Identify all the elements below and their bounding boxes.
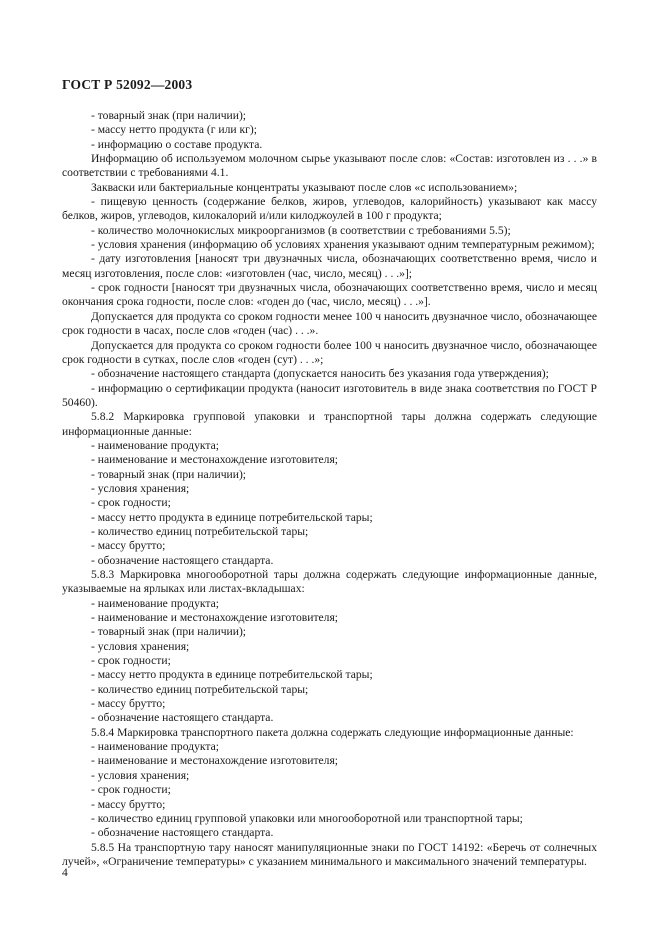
list-item: - массу брутто; — [91, 697, 166, 711]
document-body — [62, 109, 597, 869]
paragraph: - срок годности [наносят три двузначных числа, обозначающих соответственно время, число и месяц окончания срока годности, после слов: «годен до (час, число, месяц) . . .»]. — [62, 281, 597, 309]
list-item: - количество единиц групповой упаковки или многооборотной или транспортной тары; — [91, 811, 523, 825]
list-item: - наименование продукта; — [91, 596, 219, 610]
list-item: - обозначение настоящего стандарта. — [91, 826, 274, 840]
paragraph: - информацию о сертификации продукта (наносит изготовитель в виде знака соответствия по ГОСТ Р 50460). — [62, 381, 597, 409]
list-item: - условия хранения; — [91, 768, 190, 782]
section-5-8-4: 5.8.4 Маркировка транспортного пакета должна содержать следующие информационные данные: — [91, 725, 574, 739]
list-item: - условия хранения; — [91, 639, 190, 653]
list-item: - наименование и местонахождение изготовителя; — [91, 453, 339, 467]
section-5-8-5: 5.8.5 На транспортную тару наносят манипуляционные знаки по ГОСТ 14192: «Беречь от солнечных лучей», «Ограничение температуры» с указанием минимального и максимального значений температуры. — [62, 840, 597, 868]
paragraph: - массу нетто продукта (г или кг); — [91, 123, 257, 137]
list-item: - товарный знак (при наличии); — [91, 467, 247, 481]
list-item: - массу нетто продукта в единице потребительской тары; — [91, 510, 373, 524]
list-item: - срок годности; — [91, 654, 171, 668]
list-item: - условия хранения; — [91, 481, 190, 495]
list-item: - наименование и местонахождение изготовителя; — [91, 754, 339, 768]
list-item: - количество единиц потребительской тары; — [91, 524, 309, 538]
list-item: - товарный знак (при наличии); — [91, 625, 247, 639]
paragraph: - количество молочнокислых микроорганизмов (в соответствии с требованиями 5.5); — [91, 223, 511, 237]
list-item: - обозначение настоящего стандарта. — [91, 553, 274, 567]
section-5-8-2: 5.8.2 Маркировка групповой упаковки и транспортной тары должна содержать следующие информационные данные: — [62, 410, 597, 438]
paragraph: - дату изготовления [наносят три двузначных числа, обозначающих соответственно время, число и месяц изготовления, после слов: «изготовлен (час, число, месяц) . . .»]; — [62, 252, 597, 280]
paragraph: - информацию о составе продукта. — [91, 137, 263, 151]
paragraph: - обозначение настоящего стандарта (допускается наносить без указания года утверждения); — [91, 367, 549, 381]
paragraph: Закваски или бактериальные концентраты указывают после слов «с использованием»; — [91, 180, 518, 194]
list-item: - массу брутто; — [91, 539, 166, 553]
list-item: - наименование продукта; — [91, 740, 219, 754]
paragraph: - товарный знак (при наличии); — [91, 109, 247, 122]
list-item: - массу нетто продукта в единице потребительской тары; — [91, 668, 373, 682]
paragraph: Допускается для продукта со сроком годности менее 100 ч наносить двузначное число, обозначающее срок годности в часах, после слов «годен (час) . . .». — [62, 309, 597, 338]
paragraph: Допускается для продукта со сроком годности более 100 ч наносить двузначное число, обозначающее срок годности в сутках, после слов «годен (сут) . . .»; — [62, 338, 597, 366]
paragraph: - условия хранения (информацию об условиях хранения указывают одним температурным режимом); — [91, 238, 595, 252]
paragraph: Информацию об используемом молочном сырье указывают после слов: «Состав: изготовлен из . . .» в соответствии с требованиями 4.1. — [62, 152, 597, 180]
list-item: - срок годности; — [91, 496, 171, 510]
standard-header: ГОСТ Р 52092—2003 — [62, 77, 193, 92]
list-item: - массу брутто; — [91, 797, 166, 811]
list-item: - наименование продукта; — [91, 438, 219, 452]
paragraph: - пищевую ценность (содержание белков, жиров, углеводов, калорийность) указывают как массу белков, жиров, углеводов, килокалорий и/или килоджоулей в 100 г продукта; — [62, 195, 597, 223]
page-number: 4 — [62, 866, 68, 879]
section-5-8-3: 5.8.3 Маркировка многооборотной тары должна содержать следующие информационные данные, указываемые на ярлыках или листах-вкладышах: — [62, 568, 597, 596]
list-item: - наименование и местонахождение изготовителя; — [91, 611, 339, 625]
list-item: - срок годности; — [91, 783, 171, 797]
list-item: - обозначение настоящего стандарта. — [91, 711, 274, 725]
list-item: - количество единиц потребительской тары; — [91, 682, 309, 696]
